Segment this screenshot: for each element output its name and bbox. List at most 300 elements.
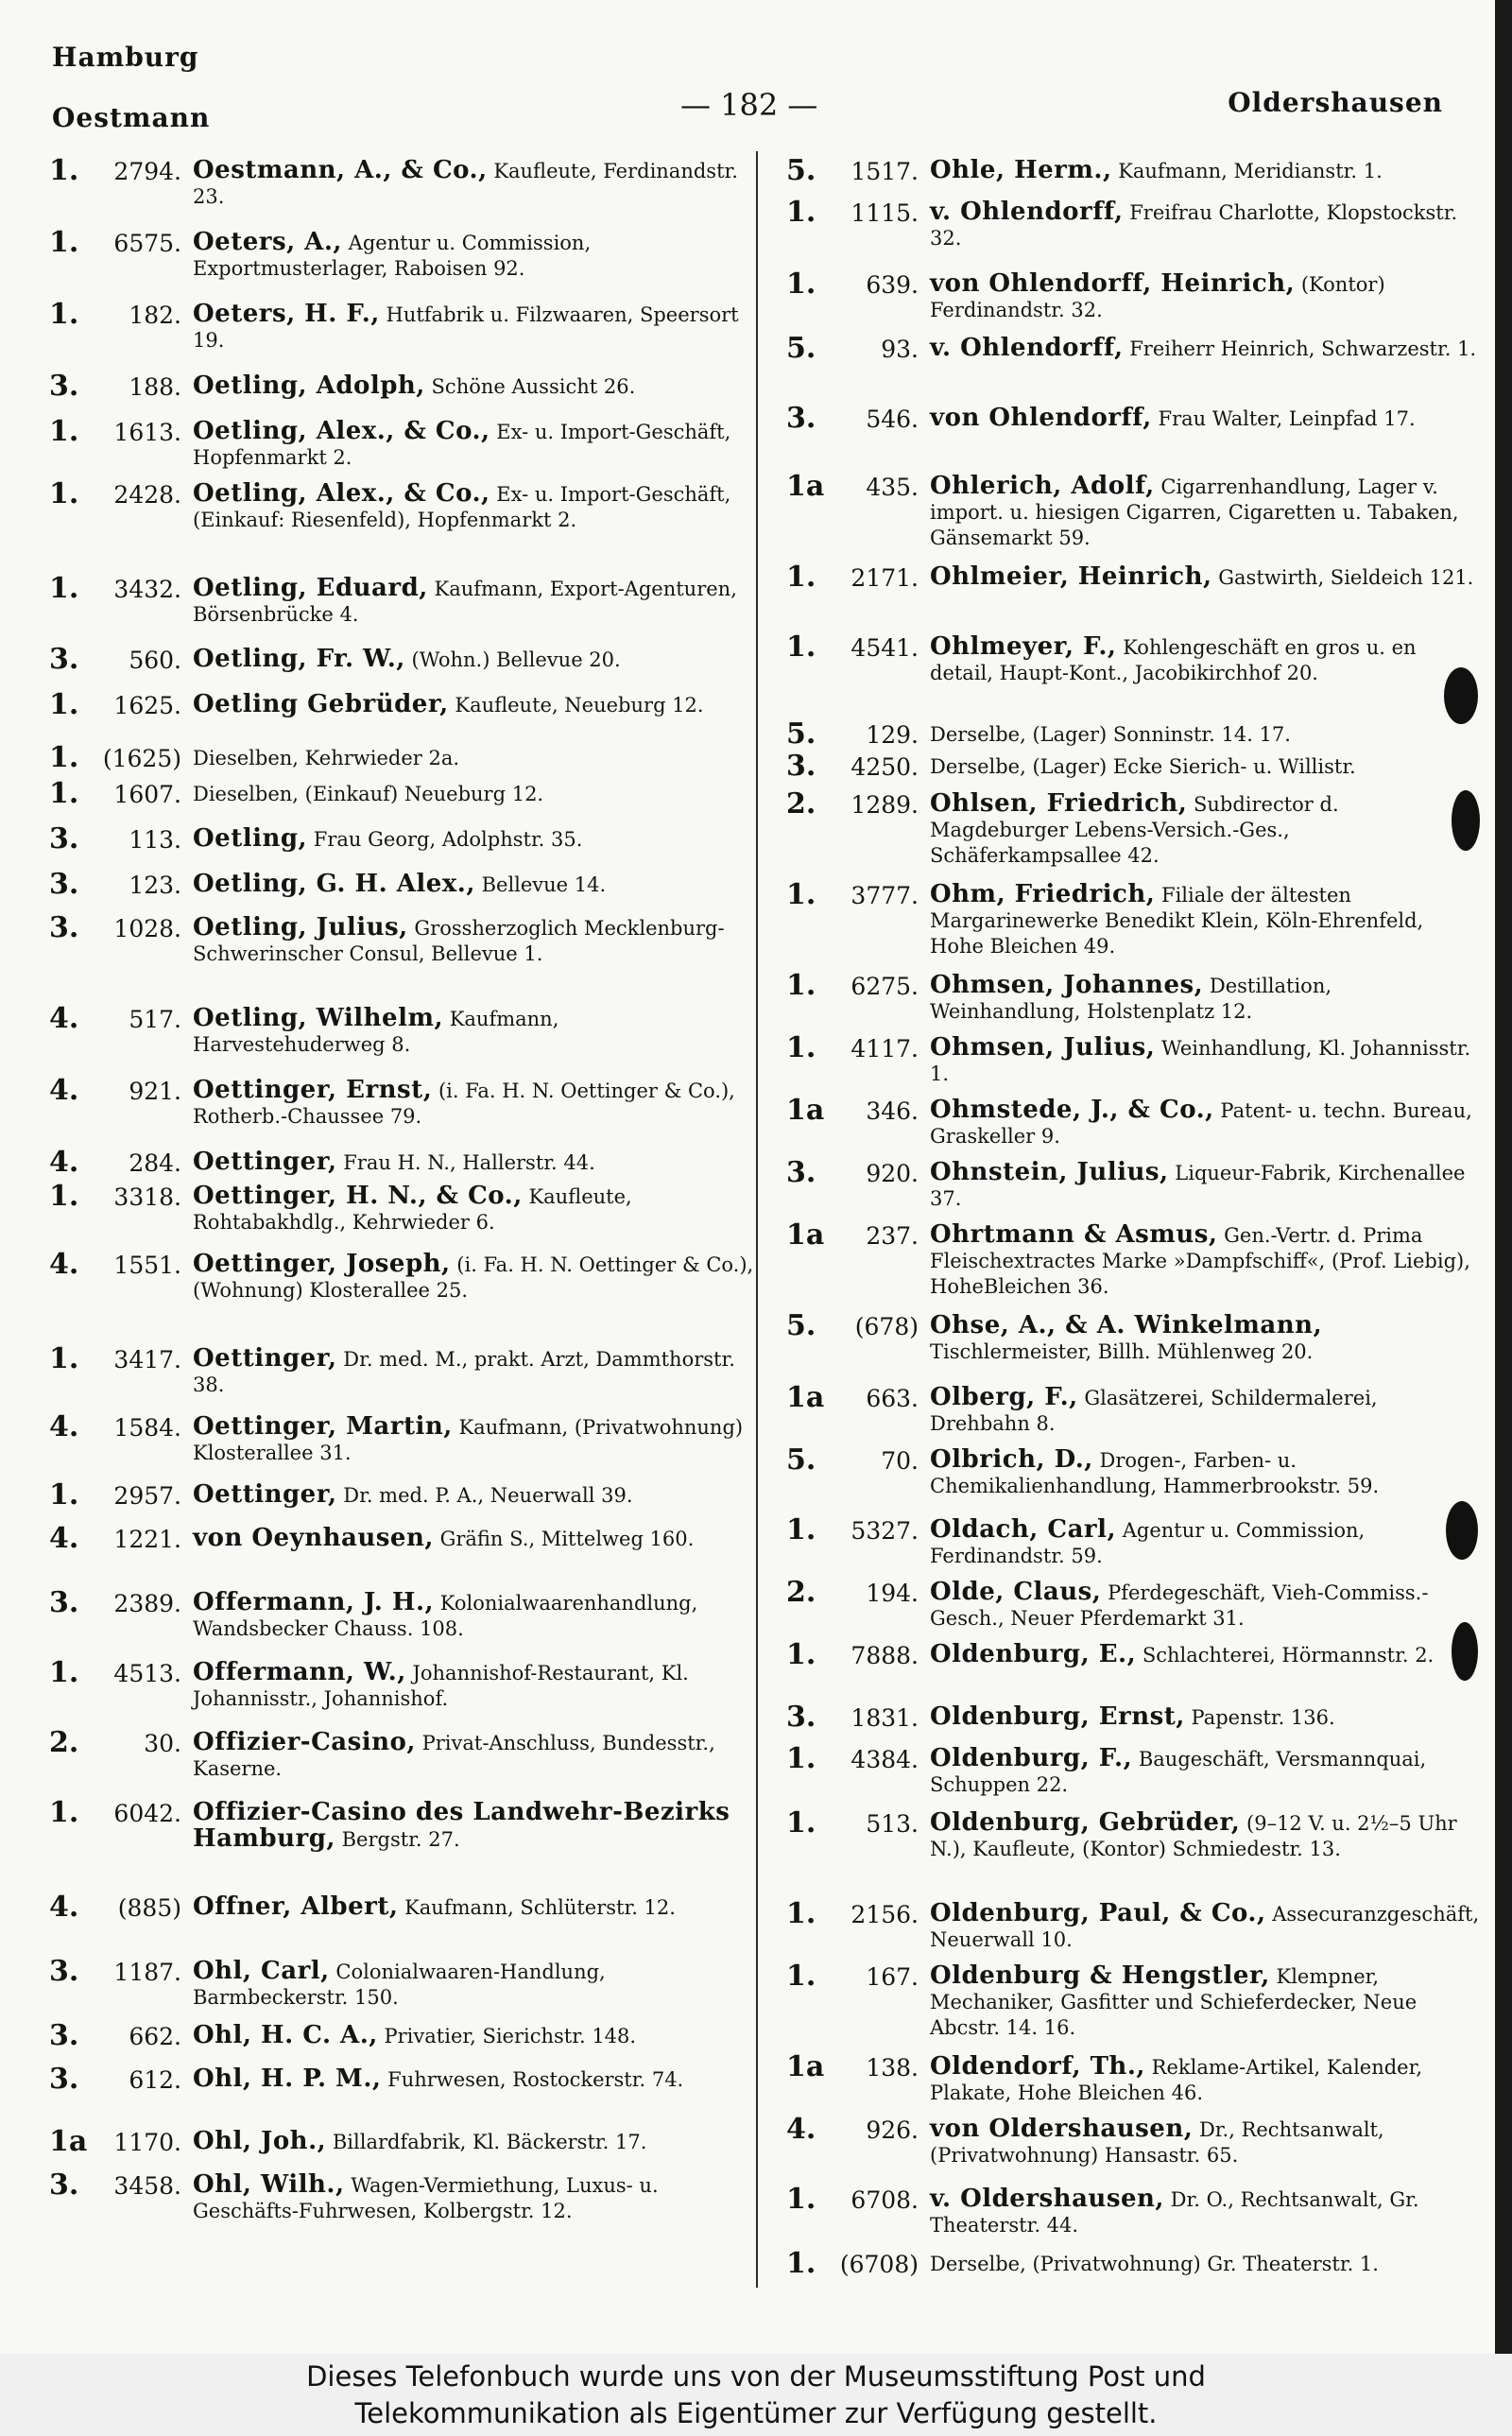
entry-text xyxy=(193,1411,754,1466)
entry-text xyxy=(193,1587,754,1642)
subscriber-name: Ohl, Joh., xyxy=(193,2127,327,2155)
subscriber-name: Ohl, H. C. A., xyxy=(193,2021,378,2049)
directory-entry xyxy=(49,1523,754,1587)
subscriber-details: Kaufleute, Neueburg 12. xyxy=(455,694,704,717)
header-city: Hamburg xyxy=(52,42,199,73)
right-column xyxy=(786,155,1481,2314)
phone-number: 194. xyxy=(866,1580,919,1607)
subscriber-details: Cigarrenhandlung, Lager v. import. u. hiesigen Cigarren, Cigaretten u. Tabaken, Gänsemarkt 59. xyxy=(930,475,1459,549)
exchange-code: 4. xyxy=(49,1249,79,1281)
subscriber-details: Kaufmann, Harvestehuderweg 8. xyxy=(193,1008,559,1056)
subscriber-details: Agentur u. Commission, Ferdinandstr. 59. xyxy=(930,1519,1366,1567)
entry-text xyxy=(930,2051,1481,2106)
exchange-code: 3. xyxy=(49,371,79,403)
exchange-code: 3. xyxy=(786,751,816,783)
exchange-code: 1a xyxy=(786,1095,825,1127)
phone-number: 2794. xyxy=(113,158,181,185)
phone-number: 284. xyxy=(129,1149,181,1177)
exchange-code: 3. xyxy=(49,823,79,855)
subscriber-name: Ohnstein, Julius, xyxy=(930,1158,1169,1186)
entry-text xyxy=(193,689,754,718)
directory-entry xyxy=(49,2064,754,2126)
entry-text xyxy=(193,1075,754,1130)
ink-blot xyxy=(1452,790,1480,851)
subscriber-details: Dr., Rechtsanwalt, (Privatwohnung) Hansastr. 65. xyxy=(930,2118,1384,2167)
phone-number: 6042. xyxy=(113,1800,181,1827)
exchange-code: 2. xyxy=(49,1727,79,1759)
subscriber-details: Johannishof-Restaurant, Kl. Johannisstr., Johannishof. xyxy=(193,1662,689,1710)
column-divider xyxy=(756,151,758,2288)
ink-blot xyxy=(1452,1622,1478,1681)
entry-text xyxy=(193,869,754,898)
directory-entry xyxy=(49,1587,754,1657)
directory-entry xyxy=(786,1702,1481,1743)
subscriber-details: Kaufmann, Schlüterstr. 12. xyxy=(404,1896,676,1919)
subscriber-details: Schöne Aussicht 26. xyxy=(431,375,636,398)
exchange-code: 1. xyxy=(786,1639,816,1671)
directory-entry xyxy=(49,1411,754,1479)
phone-number: (6708) xyxy=(839,2251,919,2278)
subscriber-name: Offner, Albert, xyxy=(193,1892,399,1921)
exchange-code: 1. xyxy=(49,416,79,448)
subscriber-details: Fuhrwesen, Rostockerstr. 74. xyxy=(387,2068,684,2091)
entry-text xyxy=(193,2169,754,2224)
subscriber-details: Schlachterei, Hörmannstr. 2. xyxy=(1142,1644,1435,1667)
phone-number: 6575. xyxy=(113,230,181,257)
directory-entry xyxy=(786,879,1481,970)
exchange-code: 1. xyxy=(49,573,79,605)
phone-number: 926. xyxy=(866,2116,919,2144)
directory-entry xyxy=(49,1479,754,1523)
entry-text xyxy=(930,631,1481,686)
directory-entry xyxy=(786,333,1481,403)
exchange-code: 1. xyxy=(49,1181,79,1213)
exchange-code: 1. xyxy=(786,2184,816,2216)
entry-text xyxy=(193,778,754,807)
subscriber-name: Oetling, Eduard, xyxy=(193,574,428,602)
exchange-code: 3. xyxy=(49,2064,79,2096)
directory-entry xyxy=(786,471,1481,561)
subscriber-details: Kolonialwaarenhandlung, Wandsbecker Chauss. 108. xyxy=(193,1592,698,1640)
subscriber-name: Ohrtmann & Asmus, xyxy=(930,1220,1218,1249)
header-range-end: Oldershausen xyxy=(1228,87,1443,118)
phone-number: 2389. xyxy=(113,1590,181,1617)
phone-number: (1625) xyxy=(102,745,181,772)
subscriber-details: Kaufmann, Export-Agenturen, Börsenbrücke 4. xyxy=(193,578,737,626)
subscriber-name: Ohmsen, Johannes, xyxy=(930,971,1204,999)
subscriber-details: (Wohn.) Bellevue 20. xyxy=(411,648,621,671)
directory-entry xyxy=(786,403,1481,471)
directory-entry xyxy=(786,1639,1481,1702)
exchange-code: 4. xyxy=(49,1003,79,1035)
phone-number: 123. xyxy=(129,872,181,899)
subscriber-name: Oetling Gebrüder, xyxy=(193,690,449,718)
subscriber-name: Oetling, Alex., & Co., xyxy=(193,479,490,508)
subscriber-name: Oettinger, Martin, xyxy=(193,1412,453,1441)
subscriber-name: Oldach, Carl, xyxy=(930,1515,1117,1544)
exchange-code: 1a xyxy=(786,2051,825,2083)
subscriber-details: Destillation, Weinhandlung, Holstenplatz 12. xyxy=(930,975,1332,1023)
subscriber-details: Dr. O., Rechtsanwalt, Gr. Theaterstr. 44. xyxy=(930,2188,1419,2237)
phone-number: 1187. xyxy=(113,1959,181,1986)
directory-entry xyxy=(49,823,754,869)
phone-number: 639. xyxy=(866,271,919,299)
directory-entry xyxy=(786,970,1481,1032)
exchange-code: 3. xyxy=(49,1587,79,1619)
directory-entry xyxy=(49,299,754,371)
directory-entry xyxy=(49,1249,754,1343)
subscriber-name: von Ohlendorff, xyxy=(930,404,1152,432)
entry-text xyxy=(193,823,754,853)
exchange-code: 1. xyxy=(786,1807,816,1840)
entry-text xyxy=(930,718,1481,748)
subscriber-details: Kaufleute, Ferdinandstr. 23. xyxy=(193,160,738,208)
directory-entry xyxy=(49,1003,754,1075)
subscriber-details: Dieselben, (Einkauf) Neueburg 12. xyxy=(193,783,544,805)
phone-number: (678) xyxy=(854,1313,919,1340)
phone-number: 237. xyxy=(866,1222,919,1250)
subscriber-details: (9–12 V. u. 2½–5 Uhr N.), Kaufleute, (Kontor) Schmiedestr. 13. xyxy=(930,1812,1457,1860)
entry-text xyxy=(193,1657,754,1712)
exchange-code: 5. xyxy=(786,1310,816,1342)
subscriber-details: Privatier, Sierichstr. 148. xyxy=(384,2025,637,2047)
subscriber-details: Liqueur-Fabrik, Kirchenallee 37. xyxy=(930,1162,1466,1210)
subscriber-details: Derselbe, (Lager) Sonninstr. 14. 17. xyxy=(930,723,1291,746)
exchange-code: 1. xyxy=(786,879,816,911)
subscriber-details: Gen.-Vertr. d. Prima Fleischextractes Marke »Dampfschiff«, (Prof. Liebig), HoheBleichen 36. xyxy=(930,1224,1470,1298)
subscriber-details: Derselbe, (Privatwohnung) Gr. Theaterstr. 1. xyxy=(930,2253,1379,2275)
exchange-code: 3. xyxy=(786,403,816,435)
phone-number: 129. xyxy=(866,721,919,749)
entry-text xyxy=(193,416,754,471)
phone-number: 6708. xyxy=(850,2186,919,2214)
exchange-code: 5. xyxy=(786,333,816,365)
subscriber-name: Oldendorf, Th., xyxy=(930,2052,1145,2081)
entry-text xyxy=(930,1702,1481,1731)
directory-entry xyxy=(49,416,754,478)
phone-number: 1625. xyxy=(113,692,181,719)
entry-text xyxy=(930,333,1481,362)
exchange-code: 1. xyxy=(49,1343,79,1375)
subscriber-name: Oldenburg, F., xyxy=(930,1744,1133,1772)
exchange-code: 1a xyxy=(786,471,825,503)
exchange-code: 1. xyxy=(49,1479,79,1512)
directory-entry xyxy=(786,1577,1481,1639)
directory-entry xyxy=(786,1743,1481,1807)
exchange-code: 4. xyxy=(49,1075,79,1107)
page-number: — 182 — xyxy=(680,87,818,123)
phone-number: 1170. xyxy=(113,2129,181,2156)
subscriber-details: Frau Walter, Leinpfad 17. xyxy=(1158,407,1416,430)
subscriber-details: Klempner, Mechaniker, Gasfitter und Schieferdecker, Neue Abcstr. 14. 16. xyxy=(930,1965,1418,2039)
subscriber-name: Oldenburg, Paul, & Co., xyxy=(930,1899,1266,1927)
directory-entry xyxy=(786,1898,1481,1961)
subscriber-details: Patent- u. techn. Bureau, Graskeller 9. xyxy=(930,1099,1472,1148)
entry-text xyxy=(930,268,1481,323)
exchange-code: 1. xyxy=(786,197,816,229)
directory-entry xyxy=(786,1444,1481,1514)
directory-entry xyxy=(49,1075,754,1147)
directory-entry xyxy=(49,1147,754,1181)
phone-number: 4513. xyxy=(113,1660,181,1687)
entry-text xyxy=(193,371,754,400)
subscriber-details: Subdirector d. Magdeburger Lebens-Versich.-Ges., Schäferkampsallee 42. xyxy=(930,793,1339,867)
exchange-code: 1. xyxy=(786,2248,816,2280)
entry-text xyxy=(193,1956,754,2011)
directory-entry xyxy=(49,155,754,227)
entry-text xyxy=(930,1639,1481,1668)
directory-entry xyxy=(786,1095,1481,1157)
subscriber-name: Oettinger, H. N., & Co., xyxy=(193,1182,523,1210)
subscriber-details: Kaufmann, (Privatwohnung) Klosterallee 31. xyxy=(193,1416,744,1464)
entry-text xyxy=(193,227,754,282)
entry-text xyxy=(193,299,754,354)
directory-entry xyxy=(49,371,754,416)
subscriber-name: Olberg, F., xyxy=(930,1383,1078,1411)
phone-number: 921. xyxy=(129,1078,181,1105)
directory-entry xyxy=(786,1157,1481,1219)
subscriber-details: Papenstr. 136. xyxy=(1191,1706,1335,1729)
directory-entry xyxy=(786,1382,1481,1444)
phone-number: 2171. xyxy=(850,564,919,592)
exchange-code: 1. xyxy=(786,631,816,664)
directory-entry xyxy=(786,1514,1481,1577)
directory-entry xyxy=(786,1219,1481,1310)
subscriber-name: von Ohlendorff, Heinrich, xyxy=(930,269,1296,298)
entry-text xyxy=(193,1479,754,1509)
phone-number: 7888. xyxy=(850,1642,919,1669)
entry-text xyxy=(930,403,1481,432)
phone-number: 3777. xyxy=(850,882,919,909)
subscriber-details: Gräfin S., Mittelweg 160. xyxy=(439,1528,695,1550)
subscriber-details: Bergstr. 27. xyxy=(341,1828,460,1851)
entry-text xyxy=(193,1797,754,1853)
entry-text xyxy=(193,573,754,628)
subscriber-details: (i. Fa. H. N. Oettinger & Co.), (Wohnung) Klosterallee 25. xyxy=(193,1253,754,1302)
phone-number: 612. xyxy=(129,2066,181,2094)
subscriber-name: Oetling, Adolph, xyxy=(193,371,425,400)
exchange-code: 1. xyxy=(786,1743,816,1775)
directory-entry xyxy=(49,478,754,573)
exchange-code: 4. xyxy=(49,1411,79,1443)
phone-number: 546. xyxy=(866,406,919,433)
subscriber-name: Ohl, H. P. M., xyxy=(193,2065,382,2093)
phone-number: 4117. xyxy=(850,1035,919,1063)
subscriber-details: Ex- u. Import-Geschäft, (Einkauf: Riesenfeld), Hopfenmarkt 2. xyxy=(193,483,731,531)
directory-entry xyxy=(49,1657,754,1727)
exchange-code: 1. xyxy=(49,778,79,810)
subscriber-details: Tischlermeister, Billh. Mühlenweg 20. xyxy=(930,1340,1314,1363)
subscriber-details: Weinhandlung, Kl. Johannisstr. 1. xyxy=(930,1037,1471,1085)
exchange-code: 3. xyxy=(49,1956,79,1988)
subscriber-name: Oldenburg & Hengstler, xyxy=(930,1961,1270,1990)
entry-text xyxy=(193,1181,754,1235)
directory-entry xyxy=(786,788,1481,879)
subscriber-details: Gastwirth, Sieldeich 121. xyxy=(1218,566,1474,589)
subscriber-name: Ohmstede, J., & Co., xyxy=(930,1096,1214,1124)
phone-number: 167. xyxy=(866,1963,919,1991)
entry-text xyxy=(930,1382,1481,1437)
phone-number: 5327. xyxy=(850,1517,919,1545)
entry-text xyxy=(193,1003,754,1058)
subscriber-name: Olde, Claus, xyxy=(930,1578,1102,1606)
entry-text xyxy=(193,1727,754,1782)
directory-entry xyxy=(49,1956,754,2020)
page-edge xyxy=(1495,0,1512,2354)
directory-entry xyxy=(786,268,1481,333)
directory-entry xyxy=(49,778,754,823)
phone-number: 113. xyxy=(129,826,181,854)
subscriber-name: Ohle, Herm., xyxy=(930,156,1112,184)
entry-text xyxy=(930,1444,1481,1499)
phone-number: 188. xyxy=(129,373,181,401)
subscriber-details: Privat-Anschluss, Bundesstr., Kaserne. xyxy=(193,1732,715,1780)
subscriber-details: Frau H. N., Hallerstr. 44. xyxy=(343,1151,595,1174)
subscriber-name: Oetling, G. H. Alex., xyxy=(193,870,475,898)
header-range-start: Oestmann xyxy=(52,102,211,133)
exchange-code: 1. xyxy=(786,1961,816,1993)
phone-number: 3318. xyxy=(113,1183,181,1211)
subscriber-name: Offermann, J. H., xyxy=(193,1588,435,1616)
entry-text xyxy=(193,2064,754,2093)
directory-entry xyxy=(786,1310,1481,1382)
phone-number: 1517. xyxy=(850,158,919,185)
entry-text xyxy=(930,1219,1481,1300)
directory-entry xyxy=(49,573,754,644)
subscriber-name: Ohl, Wilh., xyxy=(193,2170,345,2199)
subscriber-details: Grossherzoglich Mecklenburg-Schwerinscher Consul, Bellevue 1. xyxy=(193,917,725,965)
phone-number: 4250. xyxy=(850,753,919,781)
subscriber-name: Oldenburg, Ernst, xyxy=(930,1702,1185,1731)
directory-entry xyxy=(786,2184,1481,2248)
subscriber-name: Oettinger, xyxy=(193,1344,337,1373)
directory-entry xyxy=(49,644,754,689)
phone-number: 1584. xyxy=(113,1414,181,1442)
phone-number: 6275. xyxy=(850,973,919,1000)
directory-entry xyxy=(49,1343,754,1411)
subscriber-details: Baugeschäft, Versmannquai, Schuppen 22. xyxy=(930,1748,1427,1796)
subscriber-name: Ohl, Carl, xyxy=(193,1957,330,1985)
directory-entry xyxy=(49,869,754,912)
exchange-code: 1. xyxy=(786,268,816,301)
subscriber-name: Ohm, Friedrich, xyxy=(930,880,1156,908)
entry-text xyxy=(193,644,754,673)
exchange-code: 3. xyxy=(49,869,79,901)
exchange-code: 3. xyxy=(49,2169,79,2202)
exchange-code: 1. xyxy=(49,227,79,259)
exchange-code: 1a xyxy=(786,1382,825,1414)
subscriber-name: v. Ohlendorff, xyxy=(930,334,1124,362)
exchange-code: 3. xyxy=(49,2020,79,2052)
phone-number: 1289. xyxy=(850,791,919,819)
directory-entry xyxy=(49,2169,754,2255)
subscriber-name: Oetling, Alex., & Co., xyxy=(193,417,490,445)
entry-text xyxy=(193,1523,754,1552)
entry-text xyxy=(193,155,754,210)
subscriber-name: Oettinger, Joseph, xyxy=(193,1250,451,1278)
entry-text xyxy=(930,1961,1481,2041)
exchange-code: 3. xyxy=(786,1702,816,1734)
subscriber-name: Ohlmeyer, F., xyxy=(930,632,1117,661)
exchange-code: 3. xyxy=(49,644,79,676)
subscriber-details: Kaufmann, Meridianstr. 1. xyxy=(1118,160,1383,182)
subscriber-details: Kohlengeschäft en gros u. en detail, Haupt-Kont., Jacobikirchhof 20. xyxy=(930,636,1417,684)
subscriber-name: Oettinger, xyxy=(193,1148,337,1176)
exchange-code: 1. xyxy=(786,561,816,594)
subscriber-name: Ohlerich, Adolf, xyxy=(930,472,1155,500)
exchange-code: 2. xyxy=(786,788,816,821)
directory-entry xyxy=(786,155,1481,197)
directory-entry xyxy=(786,2114,1481,2184)
entry-text xyxy=(193,2126,754,2155)
subscriber-details: Reklame-Artikel, Kalender, Plakate, Hohe Bleichen 46. xyxy=(930,2056,1423,2104)
phone-number: 517. xyxy=(129,1006,181,1033)
phone-number: 560. xyxy=(129,647,181,674)
phone-number: 1551. xyxy=(113,1252,181,1279)
directory-entry xyxy=(786,718,1481,751)
footer-line-2: Telekommunikation als Eigentümer zur Verfügung gestellt. xyxy=(354,2397,1158,2429)
subscriber-name: von Oldershausen, xyxy=(930,2115,1194,2143)
entry-text xyxy=(930,561,1481,591)
subscriber-name: Oettinger, xyxy=(193,1480,337,1509)
exchange-code: 5. xyxy=(786,155,816,187)
subscriber-name: Oetling, Julius, xyxy=(193,913,408,942)
subscriber-details: (Kontor) Ferdinandstr. 32. xyxy=(930,273,1385,321)
subscriber-details: Freifrau Charlotte, Klopstockstr. 32. xyxy=(930,201,1458,250)
directory-entry xyxy=(49,2126,754,2169)
exchange-code: 1. xyxy=(786,1898,816,1930)
entry-text xyxy=(930,471,1481,551)
exchange-code: 1. xyxy=(49,1797,79,1829)
directory-entry xyxy=(786,2051,1481,2114)
directory-entry xyxy=(49,1727,754,1797)
entry-text xyxy=(193,1343,754,1398)
phone-number: 4384. xyxy=(850,1746,919,1773)
entry-text xyxy=(193,478,754,533)
subscriber-details: Billardfabrik, Kl. Bäckerstr. 17. xyxy=(332,2131,647,2153)
exchange-code: 1. xyxy=(49,478,79,510)
subscriber-details: Agentur u. Commission, Exportmusterlager, Raboisen 92. xyxy=(193,232,592,280)
directory-entry xyxy=(49,2020,754,2064)
directory-entry xyxy=(786,1032,1481,1095)
subscriber-name: v. Ohlendorff, xyxy=(930,198,1124,226)
exchange-code: 4. xyxy=(786,2114,816,2146)
entry-text xyxy=(193,2020,754,2049)
phone-number: 3417. xyxy=(113,1346,181,1373)
ink-blot xyxy=(1446,1501,1478,1560)
subscriber-name: Ohlmeier, Heinrich, xyxy=(930,562,1212,591)
entry-text xyxy=(930,1095,1481,1149)
entry-text xyxy=(930,788,1481,869)
subscriber-name: Oldenburg, Gebrüder, xyxy=(930,1808,1241,1837)
subscriber-name: Ohmsen, Julius, xyxy=(930,1033,1156,1062)
subscriber-details: Derselbe, (Lager) Ecke Sierich- u. Willistr. xyxy=(930,755,1356,778)
subscriber-name: Oeters, H. F., xyxy=(193,300,380,328)
exchange-code: 1. xyxy=(49,155,79,187)
subscriber-details: Dieselben, Kehrwieder 2a. xyxy=(193,747,460,769)
subscriber-details: Glasätzerei, Schildermalerei, Drehbahn 8. xyxy=(930,1387,1378,1435)
phone-number: 93. xyxy=(881,336,919,363)
entry-text xyxy=(930,2184,1481,2238)
exchange-code: 2. xyxy=(786,1577,816,1609)
subscriber-name: Ohlsen, Friedrich, xyxy=(930,789,1188,818)
subscriber-details: Colonialwaaren-Handlung, Barmbeckerstr. 150. xyxy=(193,1961,606,2009)
subscriber-name: Oeters, A., xyxy=(193,228,342,256)
directory-entry xyxy=(786,2248,1481,2314)
entry-text xyxy=(930,1157,1481,1212)
phone-number: 1221. xyxy=(113,1526,181,1553)
left-column xyxy=(49,155,754,2255)
